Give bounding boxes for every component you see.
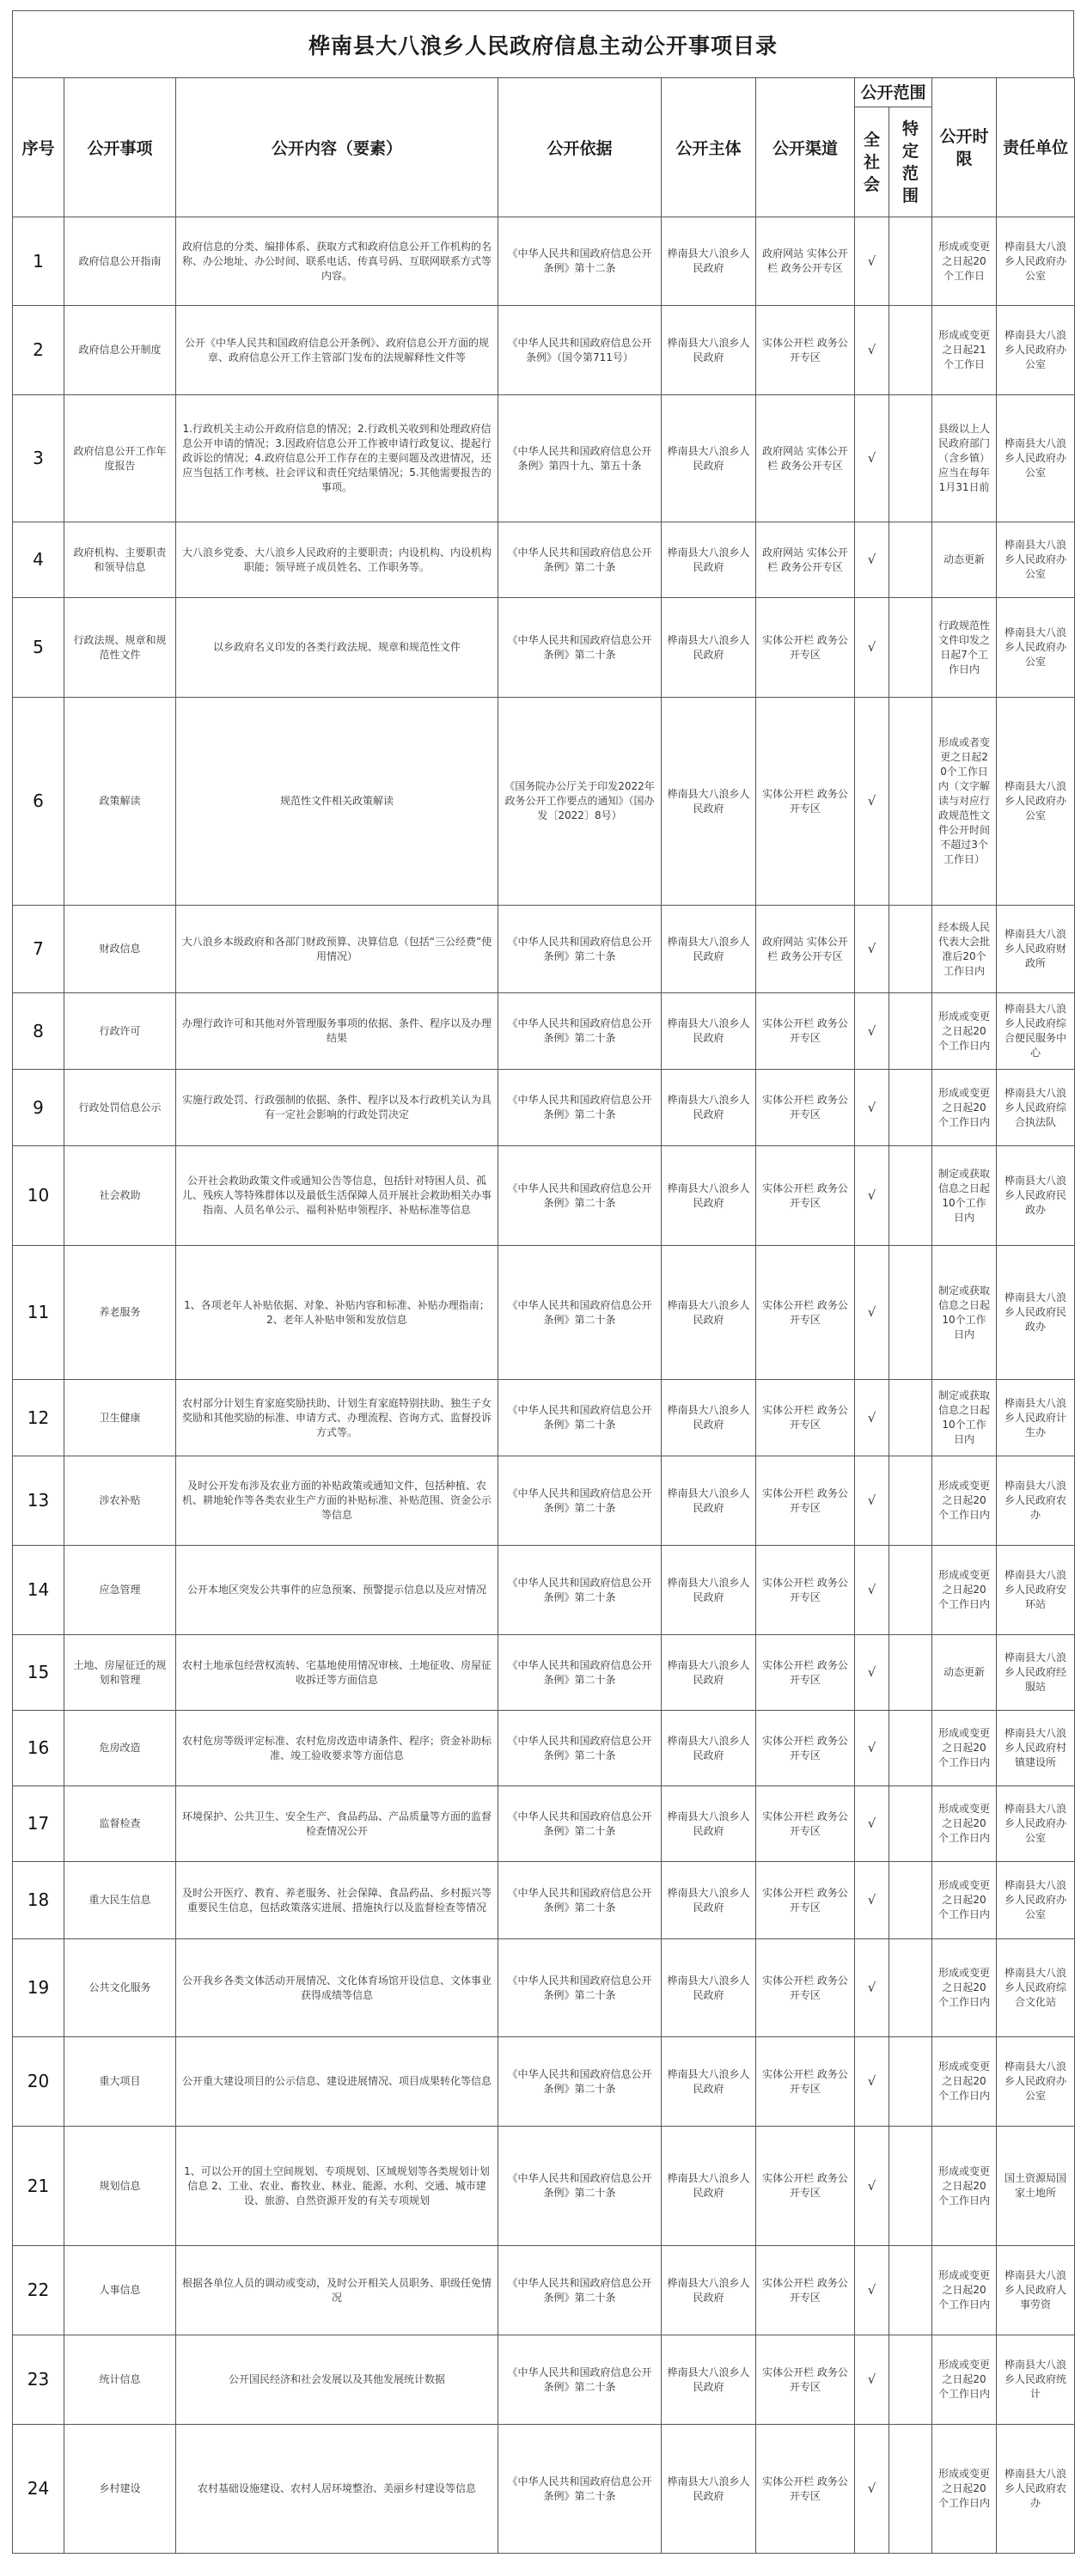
row-item: 涉农补贴: [64, 1456, 176, 1546]
row-unit: 桦南县大八浪乡人民政府办公室: [997, 395, 1075, 522]
table-row: [13, 2425, 1075, 2554]
row-subject: 桦南县大八浪乡人民政府: [662, 906, 756, 993]
row-item: 政策解读: [64, 698, 176, 906]
row-time: 形成或变更之日起20个工作日内: [932, 1939, 997, 2037]
row-basis: 《中华人民共和国政府信息公开条例》第二十条: [498, 2425, 662, 2554]
row-scope-specific: [889, 1146, 932, 1246]
row-subject: 桦南县大八浪乡人民政府: [662, 2037, 756, 2127]
row-channel: 实体公开栏 政务公开专区: [756, 1711, 855, 1786]
row-number: 1: [13, 217, 64, 306]
row-basis: 《中华人民共和国政府信息公开条例》第四十九、第五十条: [498, 395, 662, 522]
document-title: 桦南县大八浪乡人民政府信息主动公开事项目录: [12, 10, 1074, 77]
row-content: 以乡政府名义印发的各类行政法规、规章和规范性文件: [176, 598, 498, 698]
row-item: 政府信息公开指南: [64, 217, 176, 306]
row-item: 重大民生信息: [64, 1862, 176, 1939]
header-scope-all: 全社会: [855, 107, 889, 217]
row-scope-all: √: [855, 395, 889, 522]
row-number: 15: [13, 1635, 64, 1711]
row-number: 24: [13, 2425, 64, 2554]
row-subject: 桦南县大八浪乡人民政府: [662, 1070, 756, 1146]
row-time: 动态更新: [932, 522, 997, 598]
row-scope-specific: [889, 598, 932, 698]
row-scope-specific: [889, 1070, 932, 1146]
row-item: 社会救助: [64, 1146, 176, 1246]
row-number: 21: [13, 2127, 64, 2246]
row-unit: 桦南县大八浪乡人民政府办公室: [997, 598, 1075, 698]
row-subject: 桦南县大八浪乡人民政府: [662, 1146, 756, 1246]
row-item: 应急管理: [64, 1546, 176, 1635]
row-unit: 桦南县大八浪乡人民政府综合文化站: [997, 1939, 1075, 2037]
row-time: 形成或者变更之日起20个工作日内（文字解读与对应行政规范性文件公开时间不超过3个工作日）: [932, 698, 997, 906]
row-time: 形成或变更之日起20个工作日内: [932, 1070, 997, 1146]
row-basis: 《中华人民共和国政府信息公开条例》第二十条: [498, 1939, 662, 2037]
row-time: 形成或变更之日起20个工作日内: [932, 2127, 997, 2246]
row-unit: 桦南县大八浪乡人民政府办公室: [997, 698, 1075, 906]
table-row: [13, 906, 1075, 993]
row-item: 乡村建设: [64, 2425, 176, 2554]
row-content: 公开社会救助政策文件或通知公告等信息，包括针对特困人员、孤儿、残疾人等特殊群体以及最低生活保障人员开展社会救助相关办事指南、人员名单公示、福利补贴申领程序、补贴标准等信息: [176, 1146, 498, 1246]
table-row: [13, 1711, 1075, 1786]
row-unit: 桦南县大八浪乡人民政府办公室: [997, 1786, 1075, 1862]
table-row: [13, 1380, 1075, 1456]
row-number: 7: [13, 906, 64, 993]
row-time: 形成或变更之日起20个工作日内: [932, 2037, 997, 2127]
row-item: 行政许可: [64, 993, 176, 1070]
row-content: 环境保护、公共卫生、安全生产、食品药品、产品质量等方面的监督检查情况公开: [176, 1786, 498, 1862]
row-subject: 桦南县大八浪乡人民政府: [662, 598, 756, 698]
row-scope-all: √: [855, 1711, 889, 1786]
row-content: 公开国民经济和社会发展以及其他发展统计数据: [176, 2335, 498, 2425]
table-row: [13, 306, 1075, 395]
header-content: 公开内容（要素）: [176, 78, 498, 217]
row-item: 土地、房屋征迁的规划和管理: [64, 1635, 176, 1711]
header-scope-specific: 特定范围: [889, 107, 932, 217]
row-basis: 《中华人民共和国政府信息公开条例》第二十条: [498, 1146, 662, 1246]
table-row: [13, 1635, 1075, 1711]
row-basis: 《中华人民共和国政府信息公开条例》第二十条: [498, 1862, 662, 1939]
row-scope-all: √: [855, 1380, 889, 1456]
row-subject: 桦南县大八浪乡人民政府: [662, 522, 756, 598]
row-basis: 《中华人民共和国政府信息公开条例》第二十条: [498, 522, 662, 598]
table-row: [13, 1546, 1075, 1635]
row-scope-specific: [889, 1246, 932, 1380]
row-time: 形成或变更之日起21个工作日: [932, 306, 997, 395]
row-scope-all: √: [855, 1862, 889, 1939]
row-subject: 桦南县大八浪乡人民政府: [662, 698, 756, 906]
row-unit: 桦南县大八浪乡人民政府办公室: [997, 217, 1075, 306]
row-scope-specific: [889, 217, 932, 306]
row-basis: 《中华人民共和国政府信息公开条例》第十二条: [498, 217, 662, 306]
row-basis: 《中华人民共和国政府信息公开条例》第二十条: [498, 1546, 662, 1635]
row-unit: 桦南县大八浪乡人民政府办公室: [997, 2037, 1075, 2127]
row-number: 17: [13, 1786, 64, 1862]
row-scope-specific: [889, 1786, 932, 1862]
row-item: 重大项目: [64, 2037, 176, 2127]
row-basis: 《中华人民共和国政府信息公开条例》第二十条: [498, 1635, 662, 1711]
table-row: [13, 2335, 1075, 2425]
row-time: 形成或变更之日起20个工作日: [932, 217, 997, 306]
row-basis: 《中华人民共和国政府信息公开条例》第二十条: [498, 2127, 662, 2246]
row-scope-all: √: [855, 1456, 889, 1546]
row-basis: 《中华人民共和国政府信息公开条例》第二十条: [498, 2246, 662, 2335]
row-unit: 桦南县大八浪乡人民政府安环站: [997, 1546, 1075, 1635]
row-scope-specific: [889, 2037, 932, 2127]
row-number: 9: [13, 1070, 64, 1146]
row-subject: 桦南县大八浪乡人民政府: [662, 2246, 756, 2335]
row-item: 人事信息: [64, 2246, 176, 2335]
row-channel: 实体公开栏 政务公开专区: [756, 306, 855, 395]
row-unit: 桦南县大八浪乡人民政府办公室: [997, 306, 1075, 395]
header-basis: 公开依据: [498, 78, 662, 217]
row-content: 办理行政许可和其他对外管理服务事项的依据、条件、程序以及办理结果: [176, 993, 498, 1070]
row-scope-all: √: [855, 1146, 889, 1246]
row-scope-all: √: [855, 2425, 889, 2554]
row-unit: 桦南县大八浪乡人民政府经服站: [997, 1635, 1075, 1711]
row-subject: 桦南县大八浪乡人民政府: [662, 1546, 756, 1635]
row-item: 养老服务: [64, 1246, 176, 1380]
row-scope-all: √: [855, 1786, 889, 1862]
table-row: [13, 698, 1075, 906]
row-time: 形成或变更之日起20个工作日内: [932, 1786, 997, 1862]
row-basis: 《中华人民共和国政府信息公开条例》第二十条: [498, 2335, 662, 2425]
row-scope-all: √: [855, 306, 889, 395]
row-scope-all: √: [855, 2246, 889, 2335]
row-scope-specific: [889, 2335, 932, 2425]
row-basis: 《中华人民共和国政府信息公开条例》第二十条: [498, 1380, 662, 1456]
row-content: 农村危房等级评定标准、农村危房改造申请条件、程序；资金补助标准、竣工验收要求等方面信息: [176, 1711, 498, 1786]
disclosure-catalog-table: [12, 77, 1075, 2554]
row-number: 5: [13, 598, 64, 698]
row-item: 行政处罚信息公示: [64, 1070, 176, 1146]
row-channel: 实体公开栏 政务公开专区: [756, 698, 855, 906]
row-unit: 国土资源局国家土地所: [997, 2127, 1075, 2246]
row-scope-all: √: [855, 1939, 889, 2037]
row-number: 6: [13, 698, 64, 906]
table-row: [13, 1939, 1075, 2037]
row-scope-all: √: [855, 522, 889, 598]
row-channel: 实体公开栏 政务公开专区: [756, 1380, 855, 1456]
row-item: 行政法规、规章和规范性文件: [64, 598, 176, 698]
row-content: 实施行政处罚、行政强制的依据、条件、程序以及本行政机关认为具有一定社会影响的行政处罚决定: [176, 1070, 498, 1146]
row-channel: 实体公开栏 政务公开专区: [756, 1786, 855, 1862]
row-subject: 桦南县大八浪乡人民政府: [662, 2425, 756, 2554]
table-row: [13, 217, 1075, 306]
row-unit: 桦南县大八浪乡人民政府综合便民服务中心: [997, 993, 1075, 1070]
row-item: 监督检查: [64, 1786, 176, 1862]
row-scope-all: √: [855, 2335, 889, 2425]
row-number: 2: [13, 306, 64, 395]
row-number: 19: [13, 1939, 64, 2037]
row-number: 12: [13, 1380, 64, 1456]
row-unit: 桦南县大八浪乡人民政府办公室: [997, 522, 1075, 598]
row-content: 大八浪乡本级政府和各部门财政预算、决算信息（包括“三公经费”使用情况）: [176, 906, 498, 993]
row-scope-specific: [889, 522, 932, 598]
row-scope-all: √: [855, 217, 889, 306]
row-scope-all: √: [855, 1546, 889, 1635]
row-channel: 实体公开栏 政务公开专区: [756, 2127, 855, 2246]
row-channel: 政府网站 实体公开栏 政务公开专区: [756, 395, 855, 522]
row-number: 10: [13, 1146, 64, 1246]
row-number: 14: [13, 1546, 64, 1635]
row-scope-all: √: [855, 2037, 889, 2127]
table-row: [13, 598, 1075, 698]
table-row: [13, 993, 1075, 1070]
row-subject: 桦南县大八浪乡人民政府: [662, 395, 756, 522]
row-time: 形成或变更之日起20个工作日内: [932, 2335, 997, 2425]
header-time: 公开时限: [932, 78, 997, 217]
row-unit: 桦南县大八浪乡人民政府计生办: [997, 1380, 1075, 1456]
row-time: 形成或变更之日起20个工作日内: [932, 2246, 997, 2335]
table-row: [13, 1786, 1075, 1862]
row-content: 农村土地承包经营权流转、宅基地使用情况审核、土地征收、房屋征收拆迁等方面信息: [176, 1635, 498, 1711]
row-basis: 《国务院办公厅关于印发2022年政务公开工作要点的通知》（国办发〔2022〕8号）: [498, 698, 662, 906]
row-content: 农村部分计划生育家庭奖励扶助、计划生育家庭特别扶助、独生子女奖励和其他奖励的标准、申请方式、办理流程、咨询方式、监督投诉方式等。: [176, 1380, 498, 1456]
row-channel: 实体公开栏 政务公开专区: [756, 598, 855, 698]
header-channel: 公开渠道: [756, 78, 855, 217]
row-channel: 政府网站 实体公开栏 政务公开专区: [756, 906, 855, 993]
row-subject: 桦南县大八浪乡人民政府: [662, 1786, 756, 1862]
row-unit: 桦南县大八浪乡人民政府统计: [997, 2335, 1075, 2425]
row-subject: 桦南县大八浪乡人民政府: [662, 306, 756, 395]
row-number: 3: [13, 395, 64, 522]
row-scope-all: √: [855, 906, 889, 993]
row-scope-specific: [889, 2246, 932, 2335]
row-item: 公共文化服务: [64, 1939, 176, 2037]
row-scope-specific: [889, 906, 932, 993]
row-number: 23: [13, 2335, 64, 2425]
row-content: 农村基础设施建设、农村人居环境整治、美丽乡村建设等信息: [176, 2425, 498, 2554]
row-content: 1、可以公开的国土空间规划、专项规划、区域规划等各类规划计划信息 2、工业、农业、畜牧业、林业、能源、水利、交通、城市建设、旅游、自然资源开发的有关专项规划: [176, 2127, 498, 2246]
row-time: 形成或变更之日起20个工作日内: [932, 993, 997, 1070]
row-scope-specific: [889, 698, 932, 906]
row-item: 财政信息: [64, 906, 176, 993]
row-basis: 《中华人民共和国政府信息公开条例》第二十条: [498, 993, 662, 1070]
row-time: 制定或获取信息之日起10个工作日内: [932, 1246, 997, 1380]
row-content: 公开我乡各类文体活动开展情况、文化体育场馆开设信息、文体事业获得成绩等信息: [176, 1939, 498, 2037]
row-time: 县级以上人民政府部门（含乡镇）应当在每年1月31日前: [932, 395, 997, 522]
row-content: 及时公开发布涉及农业方面的补贴政策或通知文件，包括种植、农机、耕地轮作等各类农业生产方面的补贴标准、补贴范围、资金公示等信息: [176, 1456, 498, 1546]
row-time: 形成或变更之日起20个工作日内: [932, 1456, 997, 1546]
row-scope-all: √: [855, 1246, 889, 1380]
row-subject: 桦南县大八浪乡人民政府: [662, 993, 756, 1070]
row-item: 政府机构、主要职责和领导信息: [64, 522, 176, 598]
row-basis: 《中华人民共和国政府信息公开条例》第二十条: [498, 1711, 662, 1786]
row-scope-all: √: [855, 2127, 889, 2246]
row-channel: 实体公开栏 政务公开专区: [756, 1635, 855, 1711]
row-number: 13: [13, 1456, 64, 1546]
row-unit: 桦南县大八浪乡人民政府农办: [997, 2425, 1075, 2554]
row-basis: 《中华人民共和国政府信息公开条例》第二十条: [498, 598, 662, 698]
row-channel: 实体公开栏 政务公开专区: [756, 993, 855, 1070]
row-unit: 桦南县大八浪乡人民政府农办: [997, 1456, 1075, 1546]
row-channel: 实体公开栏 政务公开专区: [756, 1939, 855, 2037]
row-content: 公开重大建设项目的公示信息、建设进展情况、项目成果转化等信息: [176, 2037, 498, 2127]
row-channel: 实体公开栏 政务公开专区: [756, 1070, 855, 1146]
row-scope-all: √: [855, 598, 889, 698]
table-row: [13, 2037, 1075, 2127]
row-content: 1.行政机关主动公开政府信息的情况；2.行政机关收到和处理政府信息公开申请的情况；3.因政府信息公开工作被申请行政复议、提起行政诉讼的情况；4.政府信息公开工作存在的主要问题及改进情况，还应当包括工作考核、社会评议和责任究结果情况；5.其他需要报告的事项。: [176, 395, 498, 522]
row-content: 1、各项老年人补贴依据、对象、补贴内容和标准、补贴办理指南；2、老年人补贴申领和发放信息: [176, 1246, 498, 1380]
row-channel: 实体公开栏 政务公开专区: [756, 1146, 855, 1246]
row-item: 政府信息公开制度: [64, 306, 176, 395]
table-row: [13, 1070, 1075, 1146]
row-number: 20: [13, 2037, 64, 2127]
header-item: 公开事项: [64, 78, 176, 217]
row-scope-specific: [889, 1862, 932, 1939]
row-channel: 实体公开栏 政务公开专区: [756, 1862, 855, 1939]
row-unit: 桦南县大八浪乡人民政府村镇建设所: [997, 1711, 1075, 1786]
row-time: 制定或获取信息之日起10个工作日内: [932, 1146, 997, 1246]
row-unit: 桦南县大八浪乡人民政府财政所: [997, 906, 1075, 993]
row-time: 形成或变更之日起20个工作日内: [932, 1862, 997, 1939]
row-content: 公开《中华人民共和国政府信息公开条例》、政府信息公开方面的规章、政府信息公开工作主管部门发布的法规解释性文件等: [176, 306, 498, 395]
table-row: [13, 2127, 1075, 2246]
header-scope: 公开范围: [855, 78, 932, 107]
row-time: 制定或获取信息之日起10个工作日内: [932, 1380, 997, 1456]
row-item: 政府信息公开工作年度报告: [64, 395, 176, 522]
row-channel: 实体公开栏 政务公开专区: [756, 2335, 855, 2425]
row-channel: 实体公开栏 政务公开专区: [756, 1456, 855, 1546]
row-time: 形成或变更之日起20个工作日内: [932, 1711, 997, 1786]
table-row: [13, 2246, 1075, 2335]
row-channel: 实体公开栏 政务公开专区: [756, 2425, 855, 2554]
row-scope-specific: [889, 993, 932, 1070]
row-subject: 桦南县大八浪乡人民政府: [662, 1711, 756, 1786]
header-unit: 责任单位: [997, 78, 1075, 217]
row-content: 根据各单位人员的调动或变动，及时公开相关人员职务、职级任免情况: [176, 2246, 498, 2335]
row-number: 8: [13, 993, 64, 1070]
row-content: 公开本地区突发公共事件的应急预案、预警提示信息以及应对情况: [176, 1546, 498, 1635]
row-channel: 政府网站 实体公开栏 政务公开专区: [756, 217, 855, 306]
row-subject: 桦南县大八浪乡人民政府: [662, 1246, 756, 1380]
row-content: 政府信息的分类、编排体系、获取方式和政府信息公开工作机构的名称、办公地址、办公时间、联系电话、传真号码、互联网联系方式等内容。: [176, 217, 498, 306]
row-channel: 实体公开栏 政务公开专区: [756, 2037, 855, 2127]
table-row: [13, 1246, 1075, 1380]
row-scope-specific: [889, 2127, 932, 2246]
table-row: [13, 395, 1075, 522]
row-content: 大八浪乡党委、大八浪乡人民政府的主要职责；内设机构、内设机构职能；领导班子成员姓名、工作职务等。: [176, 522, 498, 598]
row-unit: 桦南县大八浪乡人民政府民政办: [997, 1246, 1075, 1380]
row-time: 动态更新: [932, 1635, 997, 1711]
row-item: 统计信息: [64, 2335, 176, 2425]
row-item: 危房改造: [64, 1711, 176, 1786]
row-subject: 桦南县大八浪乡人民政府: [662, 1939, 756, 2037]
row-subject: 桦南县大八浪乡人民政府: [662, 1635, 756, 1711]
row-scope-all: √: [855, 993, 889, 1070]
row-subject: 桦南县大八浪乡人民政府: [662, 1380, 756, 1456]
header-no: 序号: [13, 78, 64, 217]
row-subject: 桦南县大八浪乡人民政府: [662, 1456, 756, 1546]
table-row: [13, 1456, 1075, 1546]
row-channel: 实体公开栏 政务公开专区: [756, 1246, 855, 1380]
row-subject: 桦南县大八浪乡人民政府: [662, 2127, 756, 2246]
row-scope-all: √: [855, 1070, 889, 1146]
row-unit: 桦南县大八浪乡人民政府民政办: [997, 1146, 1075, 1246]
row-basis: 《中华人民共和国政府信息公开条例》第二十条: [498, 1456, 662, 1546]
row-number: 22: [13, 2246, 64, 2335]
row-basis: 《中华人民共和国政府信息公开条例》第二十条: [498, 1070, 662, 1146]
row-content: 及时公开医疗、教育、养老服务、社会保障、食品药品、乡村振兴等重要民生信息，包括政策落实进展、措施执行以及监督检查等情况: [176, 1862, 498, 1939]
row-item: 规划信息: [64, 2127, 176, 2246]
row-scope-specific: [889, 1939, 932, 2037]
row-time: 经本级人民代表大会批准后20个工作日内: [932, 906, 997, 993]
row-number: 16: [13, 1711, 64, 1786]
row-basis: 《中华人民共和国政府信息公开条例》第二十条: [498, 906, 662, 993]
row-scope-all: √: [855, 698, 889, 906]
row-number: 18: [13, 1862, 64, 1939]
row-scope-specific: [889, 1711, 932, 1786]
row-unit: 桦南县大八浪乡人民政府人事劳资: [997, 2246, 1075, 2335]
table-row: [13, 1862, 1075, 1939]
row-channel: 政府网站 实体公开栏 政务公开专区: [756, 522, 855, 598]
row-subject: 桦南县大八浪乡人民政府: [662, 1862, 756, 1939]
row-time: 形成或变更之日起20个工作日内: [932, 2425, 997, 2554]
row-scope-specific: [889, 395, 932, 522]
row-channel: 实体公开栏 政务公开专区: [756, 1546, 855, 1635]
row-time: 行政规范性文件印发之日起7个工作日内: [932, 598, 997, 698]
row-scope-specific: [889, 1546, 932, 1635]
row-scope-specific: [889, 1456, 932, 1546]
row-number: 11: [13, 1246, 64, 1380]
row-time: 形成或变更之日起20个工作日内: [932, 1546, 997, 1635]
row-item: 卫生健康: [64, 1380, 176, 1456]
table-row: [13, 522, 1075, 598]
table-row: [13, 1146, 1075, 1246]
row-basis: 《中华人民共和国政府信息公开条例》第二十条: [498, 1246, 662, 1380]
row-channel: 实体公开栏 政务公开专区: [756, 2246, 855, 2335]
row-scope-specific: [889, 2425, 932, 2554]
row-content: 规范性文件相关政策解读: [176, 698, 498, 906]
row-scope-all: √: [855, 1635, 889, 1711]
row-scope-specific: [889, 1635, 932, 1711]
row-number: 4: [13, 522, 64, 598]
row-scope-specific: [889, 306, 932, 395]
row-scope-specific: [889, 1380, 932, 1456]
header-subject: 公开主体: [662, 78, 756, 217]
row-basis: 《中华人民共和国政府信息公开条例》第二十条: [498, 1786, 662, 1862]
row-subject: 桦南县大八浪乡人民政府: [662, 2335, 756, 2425]
row-basis: 《中华人民共和国政府信息公开条例》（国令第711号）: [498, 306, 662, 395]
row-unit: 桦南县大八浪乡人民政府综合执法队: [997, 1070, 1075, 1146]
row-unit: 桦南县大八浪乡人民政府办公室: [997, 1862, 1075, 1939]
row-subject: 桦南县大八浪乡人民政府: [662, 217, 756, 306]
row-basis: 《中华人民共和国政府信息公开条例》第二十条: [498, 2037, 662, 2127]
